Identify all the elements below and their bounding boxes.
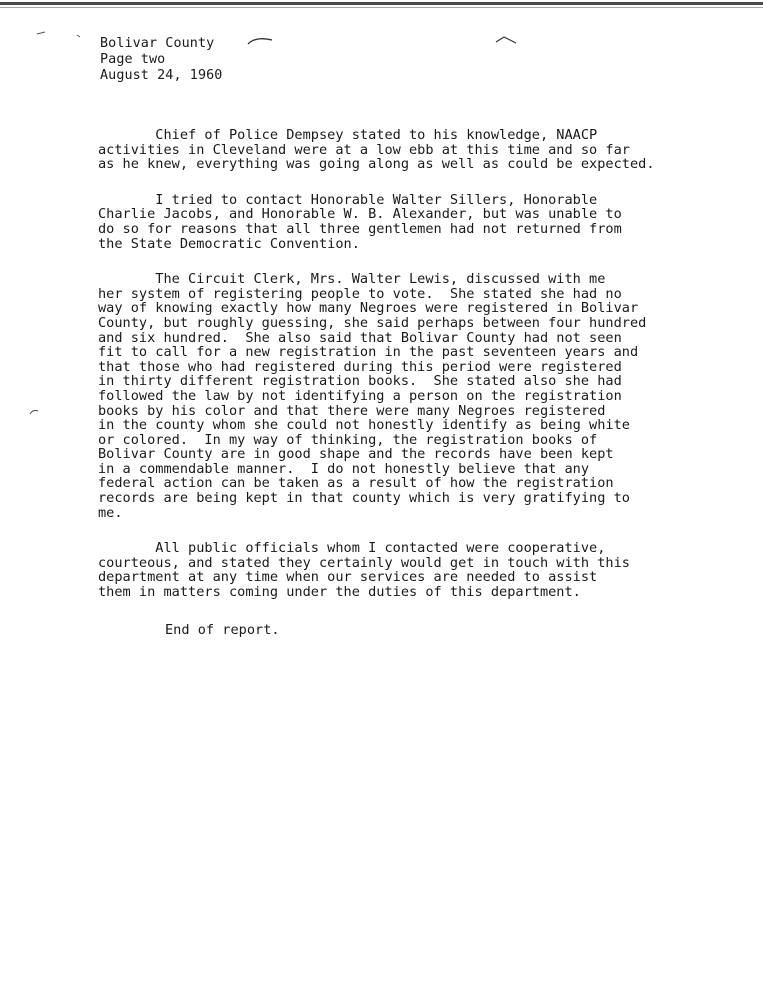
header-page: Page two — [100, 52, 166, 67]
text-line: books by his color and that there were many Negroes registered — [98, 402, 606, 419]
text-line: I tried to contact Honorable Walter Sillers, Honorable — [98, 191, 598, 208]
text-line: Chief of Police Dempsey stated to his knowledge, NAACP — [98, 127, 598, 143]
scan-mark — [494, 34, 520, 46]
text-line: Bolivar County are in good shape and the records have been kept — [98, 446, 614, 463]
text-line: and six hundred. She also said that Bolivar County had not seen — [98, 329, 622, 346]
text-line: records are being kept in that county which is very gratifying to — [98, 490, 630, 507]
text-line: County, but roughly guessing, she said perhaps between four hundred — [98, 314, 647, 331]
text-line: in a commendable manner. I do not honestly believe that any — [98, 460, 590, 477]
text-line: way of knowing exactly how many Negroes were registered in Bolivar — [98, 300, 639, 317]
letter-header — [100, 36, 222, 84]
top-border-rule — [0, 2, 763, 5]
end-of-report: End of report. — [165, 622, 280, 638]
text-line: in thirty different registration books. She stated also she had — [98, 373, 622, 390]
paragraph-officials-cooperation — [98, 541, 718, 599]
text-line: courteous, and stated they certainly would get in touch with this — [98, 554, 630, 571]
header-date: August 24, 1960 — [100, 68, 223, 83]
text-line: the State Democratic Convention. — [98, 235, 360, 252]
text-line: in the county whom she could not honestly identify as being white — [98, 417, 630, 434]
text-line: followed the law by not identifying a person on the registration — [98, 387, 622, 404]
scan-mark — [76, 33, 82, 39]
header-county: Bolivar County — [100, 36, 215, 51]
scan-mark — [36, 30, 48, 36]
text-line: federal action can be taken as a result of how the registration — [98, 475, 614, 492]
text-line: fit to call for a new registration in the past seventeen years and — [98, 344, 639, 361]
top-border-shadow — [0, 7, 763, 8]
text-line: her system of registering people to vote. She stated she had no — [98, 285, 622, 302]
text-line: department at any time when our services are needed to assist — [98, 569, 598, 586]
text-line: activities in Cleveland were at a low ebb at this time and so far — [98, 141, 630, 158]
text-line: as he knew, everything was going along as well as could be expected. — [98, 156, 655, 173]
paragraph-police-chief — [98, 128, 718, 172]
report-body — [98, 128, 718, 621]
text-line: All public officials whom I contacted were cooperative, — [98, 540, 606, 557]
text-line: them in matters coming under the duties of this department. — [98, 584, 581, 601]
scan-mark — [28, 408, 40, 416]
text-line: or colored. In my way of thinking, the registration books of — [98, 431, 598, 448]
text-line: Charlie Jacobs, and Honorable W. B. Alexander, but was unable to — [98, 206, 622, 223]
text-line: The Circuit Clerk, Mrs. Walter Lewis, discussed with me — [98, 271, 606, 288]
text-line: do so for reasons that all three gentlemen had not returned from — [98, 220, 622, 237]
scan-mark — [246, 36, 276, 46]
text-line: me. — [98, 504, 123, 521]
paragraph-contact-attempts — [98, 193, 718, 251]
text-line: that those who had registered during this period were registered — [98, 358, 622, 375]
paragraph-circuit-clerk — [98, 272, 718, 520]
